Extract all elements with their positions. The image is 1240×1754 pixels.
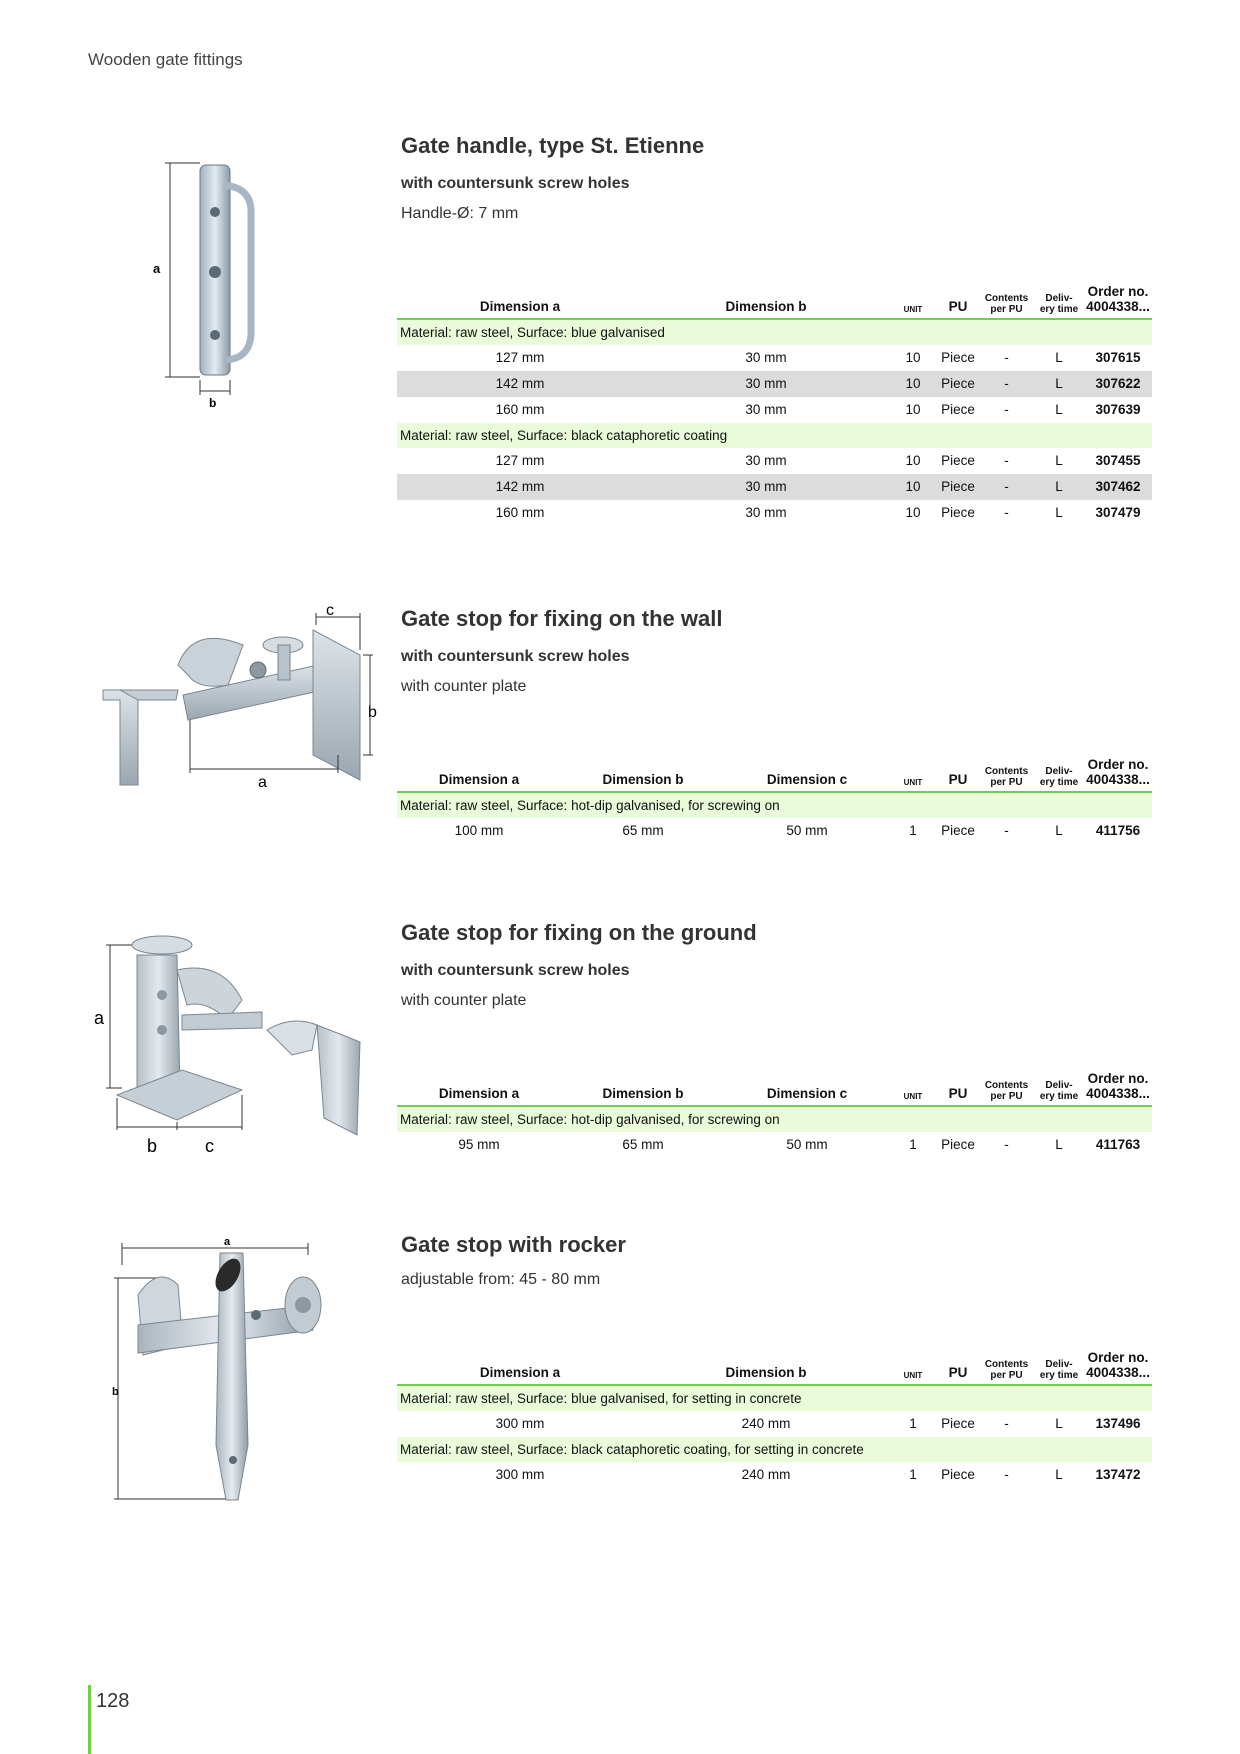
col-delivery: Deliv- ery time bbox=[1034, 285, 1084, 319]
product-title: Gate stop for fixing on the wall bbox=[401, 606, 723, 631]
col-dim-a: Dimension a bbox=[397, 1351, 643, 1385]
table-header-row bbox=[397, 1351, 1152, 1385]
col-unit: UNIT bbox=[889, 1351, 937, 1385]
col-order: Order no. 4004338... bbox=[1084, 285, 1152, 319]
table-row: 160 mm 30 mm 10 Piece - L 307479 bbox=[495, 505, 1141, 521]
gate-stop-ground-image bbox=[92, 930, 372, 1170]
dim-label-b: b bbox=[147, 1136, 158, 1156]
product-subtitle: with counter plate bbox=[401, 678, 527, 695]
col-pu: PU bbox=[937, 1072, 979, 1106]
material-row: Material: raw steel, Surface: blue galvanised bbox=[397, 319, 1152, 345]
table-row: 142 mm 30 mm 10 Piece - L 307622 bbox=[397, 371, 1152, 397]
product-title: Gate stop with rocker bbox=[401, 1232, 626, 1257]
material-row: Material: raw steel, Surface: blue galvanised, for setting in concrete bbox=[397, 1385, 1152, 1411]
table-header-row bbox=[397, 758, 1152, 792]
folio-accent-bar bbox=[88, 1685, 91, 1754]
spec-table-gate-stop-wall bbox=[397, 758, 1152, 844]
col-order: Order no. 4004338... bbox=[1084, 1351, 1152, 1385]
material-row: Material: raw steel, Surface: black cataphoretic coating bbox=[397, 423, 1152, 448]
dim-label-b: b bbox=[209, 396, 217, 410]
col-delivery: Deliv- ery time bbox=[1034, 1072, 1084, 1106]
col-contents: Contents per PU bbox=[979, 1351, 1034, 1385]
spec-table-gate-stop-ground bbox=[397, 1072, 1152, 1158]
col-dim-b: Dimension b bbox=[561, 758, 725, 792]
dim-label-a: a bbox=[258, 774, 267, 790]
col-order: Order no. 4004338... bbox=[1084, 758, 1152, 792]
product-subtitle: Handle-Ø: 7 mm bbox=[401, 205, 519, 222]
product-subtitle-bold: with countersunk screw holes bbox=[401, 175, 630, 192]
dim-label-b: b bbox=[368, 704, 377, 721]
spec-table-gate-handle bbox=[397, 285, 1152, 526]
col-dim-a: Dimension a bbox=[397, 758, 561, 792]
col-delivery: Deliv- ery time bbox=[1034, 758, 1084, 792]
dim-label-c: c bbox=[205, 1136, 214, 1156]
table-header-row bbox=[397, 285, 1152, 319]
col-dim-c: Dimension c bbox=[725, 1072, 889, 1106]
product-subtitle-bold: with countersunk screw holes bbox=[401, 648, 630, 665]
table-header-row bbox=[397, 1072, 1152, 1106]
gate-stop-rocker-image bbox=[108, 1235, 353, 1510]
col-dim-b: Dimension b bbox=[561, 1072, 725, 1106]
product-title: Gate handle, type St. Etienne bbox=[401, 133, 705, 158]
col-dim-a: Dimension a bbox=[397, 285, 643, 319]
product-title: Gate stop for fixing on the ground bbox=[401, 920, 757, 945]
spec-table-gate-stop-rocker bbox=[397, 1351, 1152, 1488]
table-row: 127 mm 30 mm 10 Piece - L 307615 bbox=[495, 350, 1141, 366]
material-row: Material: raw steel, Surface: hot-dip galvanised, for screwing on bbox=[397, 1106, 1152, 1132]
col-contents: Contents per PU bbox=[979, 758, 1034, 792]
col-order: Order no. 4004338... bbox=[1084, 1072, 1152, 1106]
product-subtitle: with counter plate bbox=[401, 992, 527, 1009]
col-delivery: Deliv- ery time bbox=[1034, 1351, 1084, 1385]
col-unit: UNIT bbox=[889, 285, 937, 319]
col-pu: PU bbox=[937, 285, 979, 319]
running-head: Wooden gate fittings bbox=[88, 50, 243, 69]
table-row: 95 mm 65 mm 50 mm 1 Piece - L 411763 bbox=[458, 1137, 1141, 1153]
gate-stop-wall-image bbox=[98, 605, 383, 790]
col-contents: Contents per PU bbox=[979, 285, 1034, 319]
product-subtitle: adjustable from: 45 - 80 mm bbox=[401, 1271, 601, 1288]
col-contents: Contents per PU bbox=[979, 1072, 1034, 1106]
col-dim-b: Dimension b bbox=[643, 1351, 889, 1385]
material-row: Material: raw steel, Surface: black cataphoretic coating, for setting in concrete bbox=[397, 1437, 1152, 1462]
table-row: 160 mm 30 mm 10 Piece - L 307639 bbox=[495, 402, 1141, 418]
dim-label-c: c bbox=[326, 605, 334, 619]
col-pu: PU bbox=[937, 1351, 979, 1385]
col-dim-a: Dimension a bbox=[397, 1072, 561, 1106]
page-number: 128 bbox=[96, 1690, 130, 1712]
col-dim-b: Dimension b bbox=[643, 285, 889, 319]
col-pu: PU bbox=[937, 758, 979, 792]
table-row: 142 mm 30 mm 10 Piece - L 307462 bbox=[397, 474, 1152, 500]
col-unit: UNIT bbox=[889, 758, 937, 792]
dim-label-a: a bbox=[224, 1236, 231, 1248]
col-dim-c: Dimension c bbox=[725, 758, 889, 792]
dim-label-a: a bbox=[94, 1008, 105, 1028]
material-row: Material: raw steel, Surface: hot-dip galvanised, for screwing on bbox=[397, 792, 1152, 818]
table-row: 300 mm 240 mm 1 Piece - L 137472 bbox=[495, 1467, 1141, 1483]
dim-label-b: b bbox=[112, 1386, 119, 1398]
table-row: 300 mm 240 mm 1 Piece - L 137496 bbox=[495, 1416, 1141, 1432]
table-row: 100 mm 65 mm 50 mm 1 Piece - L 411756 bbox=[454, 823, 1141, 839]
dim-label-a: a bbox=[153, 261, 161, 276]
col-unit: UNIT bbox=[889, 1072, 937, 1106]
table-row: 127 mm 30 mm 10 Piece - L 307455 bbox=[495, 453, 1141, 469]
product-subtitle-bold: with countersunk screw holes bbox=[401, 962, 630, 979]
gate-handle-image bbox=[145, 155, 280, 415]
